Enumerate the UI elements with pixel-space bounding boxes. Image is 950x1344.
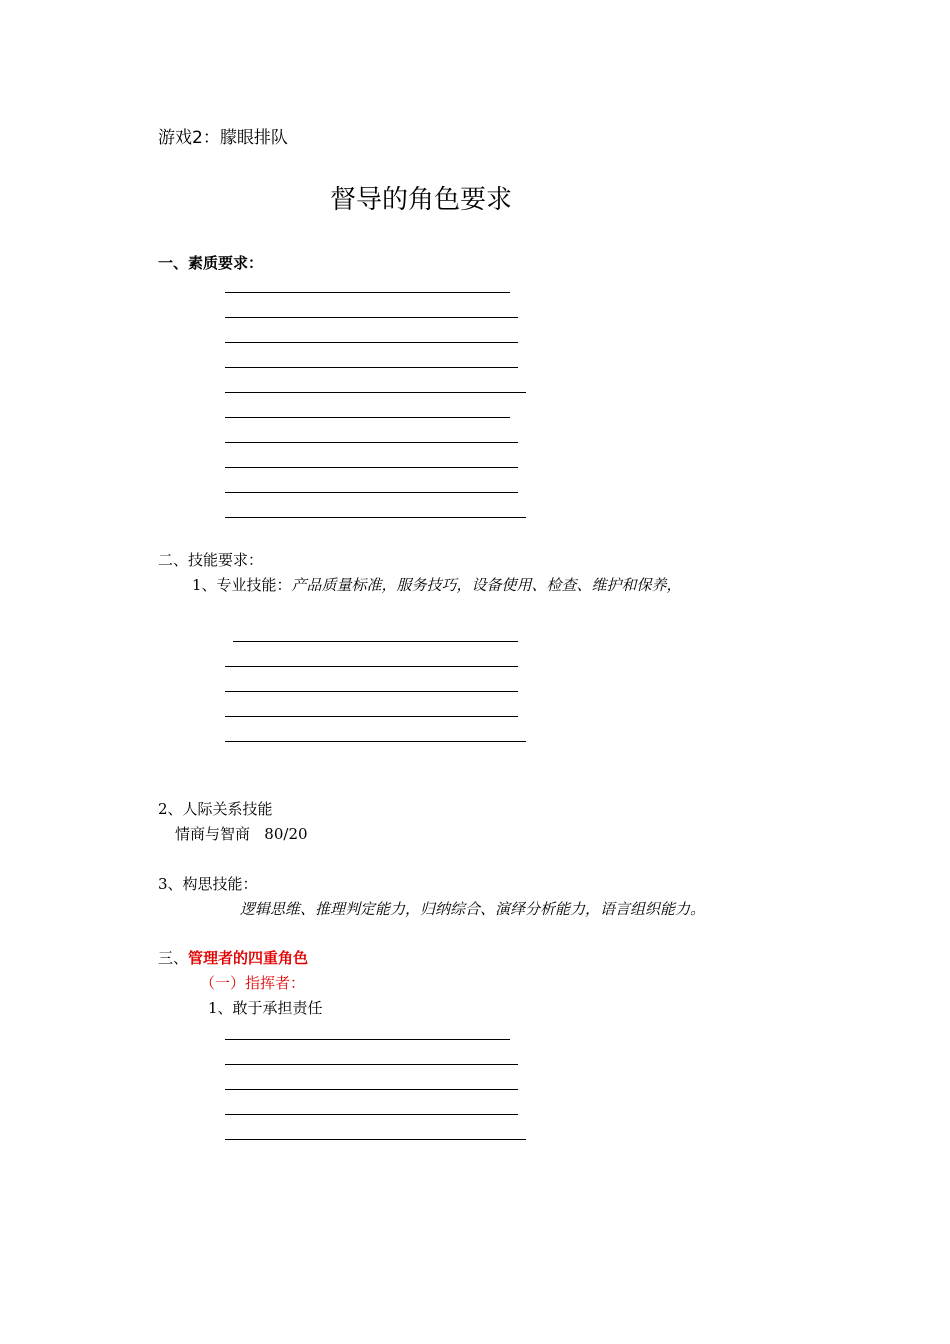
blank-line [225, 292, 510, 293]
blank-line [225, 392, 526, 393]
skill3-text: 逻辑思维、推理判定能力，归纳综合、演绎分析能力，语言组织能力。 [240, 900, 706, 918]
blank-line [225, 517, 526, 518]
page-title: 督导的角色要求 [330, 185, 513, 215]
blank-line [225, 467, 518, 468]
section3-item1: 1、敢于承担责任 [208, 999, 323, 1017]
section3-heading: 管理者的四重角色 [188, 949, 309, 967]
section3-subheading: （一）指挥者： [200, 974, 306, 992]
skill3-label: 3、构思技能： [158, 875, 258, 893]
blank-line [225, 417, 510, 418]
game-title: 游戏2：朦眼排队 [158, 128, 288, 148]
skill2-label: 2、人际关系技能 [158, 800, 273, 818]
blank-line [225, 1114, 518, 1115]
section1-heading: 一、素质要求： [158, 254, 264, 272]
blank-line [225, 342, 518, 343]
blank-line [225, 1064, 518, 1065]
blank-line [225, 691, 518, 692]
blank-line [233, 641, 518, 642]
blank-line [225, 666, 518, 667]
blank-line [225, 367, 518, 368]
blank-line [225, 1089, 518, 1090]
blank-line [225, 1139, 526, 1140]
skill1-label: 1、专业技能： [192, 576, 292, 594]
blank-line [225, 741, 526, 742]
blank-line [225, 317, 518, 318]
section2-heading: 二、技能要求： [158, 551, 264, 569]
blank-line [225, 492, 518, 493]
skill2-text: 情商与智商 80/20 [175, 825, 308, 843]
section3-prefix: 三、 [158, 949, 189, 967]
blank-line [225, 442, 518, 443]
blank-line [225, 1039, 510, 1040]
section3-heading-row [158, 951, 308, 966]
skill1-row [192, 578, 682, 593]
skill1-text: 产品质量标准，服务技巧，设备使用、检查、维护和保养， [291, 576, 682, 594]
blank-line [225, 716, 518, 717]
